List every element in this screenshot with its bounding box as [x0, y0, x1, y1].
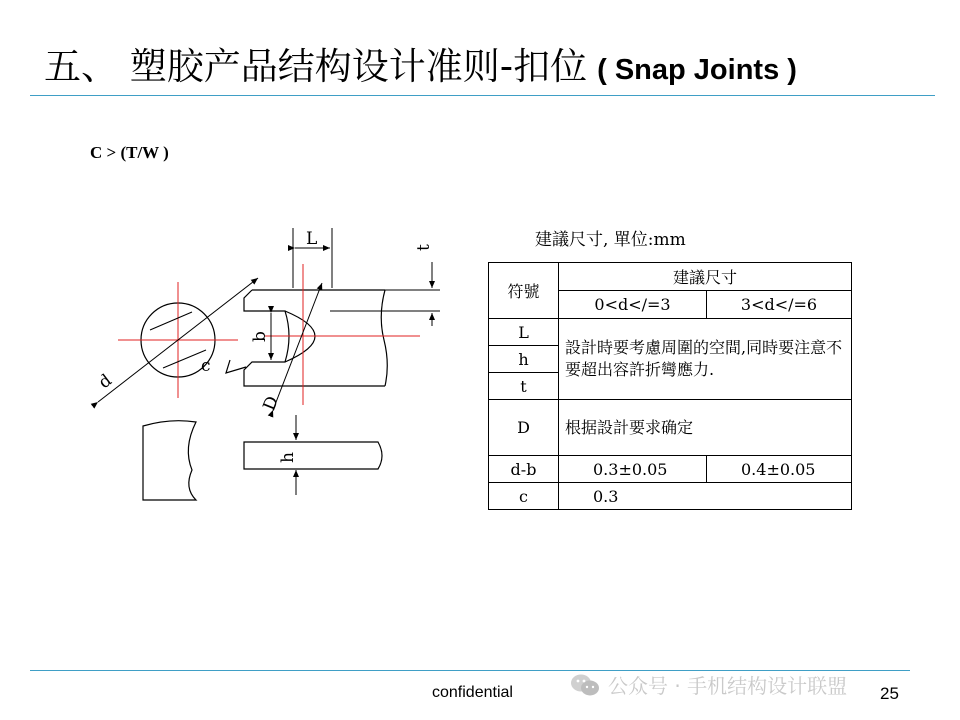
row-lht-note: 設計時要考慮周圍的空間,同時要注意不要超出容許折彎應力. [559, 319, 852, 400]
label-L: L [306, 229, 318, 249]
row-db-value-2: 0.4±0.05 [707, 456, 852, 483]
dimension-table [488, 262, 852, 510]
header-suggested: 建議尺寸 [559, 263, 852, 291]
label-h: h [278, 452, 298, 463]
label-c: c [201, 356, 211, 376]
watermark [570, 670, 847, 699]
formula-text: C > (T/W ) [90, 143, 169, 162]
label-t: t [414, 244, 434, 251]
circle-section [95, 278, 258, 402]
row-t-symbol: t [489, 373, 559, 400]
row-D-note: 根据設計要求确定 [559, 400, 852, 456]
row-c-symbol: c [489, 483, 559, 510]
row-D-symbol: D [489, 400, 559, 456]
row-c-value: 0.3 [559, 483, 852, 510]
title-english: ( Snap Joints ) [597, 54, 797, 86]
row-h-symbol: h [489, 346, 559, 373]
watermark-text: 公众号 · 手机结构设计联盟 [608, 674, 848, 698]
lower-left-block [143, 421, 196, 500]
row-db-symbol: d-b [489, 456, 559, 483]
page-number: 25 [880, 684, 899, 703]
wechat-icon [570, 672, 600, 698]
bottom-bar [244, 442, 382, 469]
row-db-value-1: 0.3±0.05 [559, 456, 707, 483]
title-chinese: 五、 塑胶产品结构设计准则-扣位 [44, 45, 588, 88]
row-L-symbol: L [489, 319, 559, 346]
label-d: d [94, 370, 116, 393]
footer-confidential: confidential [432, 684, 513, 701]
label-D: D [259, 393, 284, 414]
header-symbol: 符號 [489, 263, 559, 319]
header-range-2: 3<d</=6 [707, 291, 852, 319]
header-range-1: 0<d</=3 [559, 291, 707, 319]
table-caption: 建議尺寸, 單位:mm [535, 230, 686, 250]
label-b: b [250, 331, 270, 342]
